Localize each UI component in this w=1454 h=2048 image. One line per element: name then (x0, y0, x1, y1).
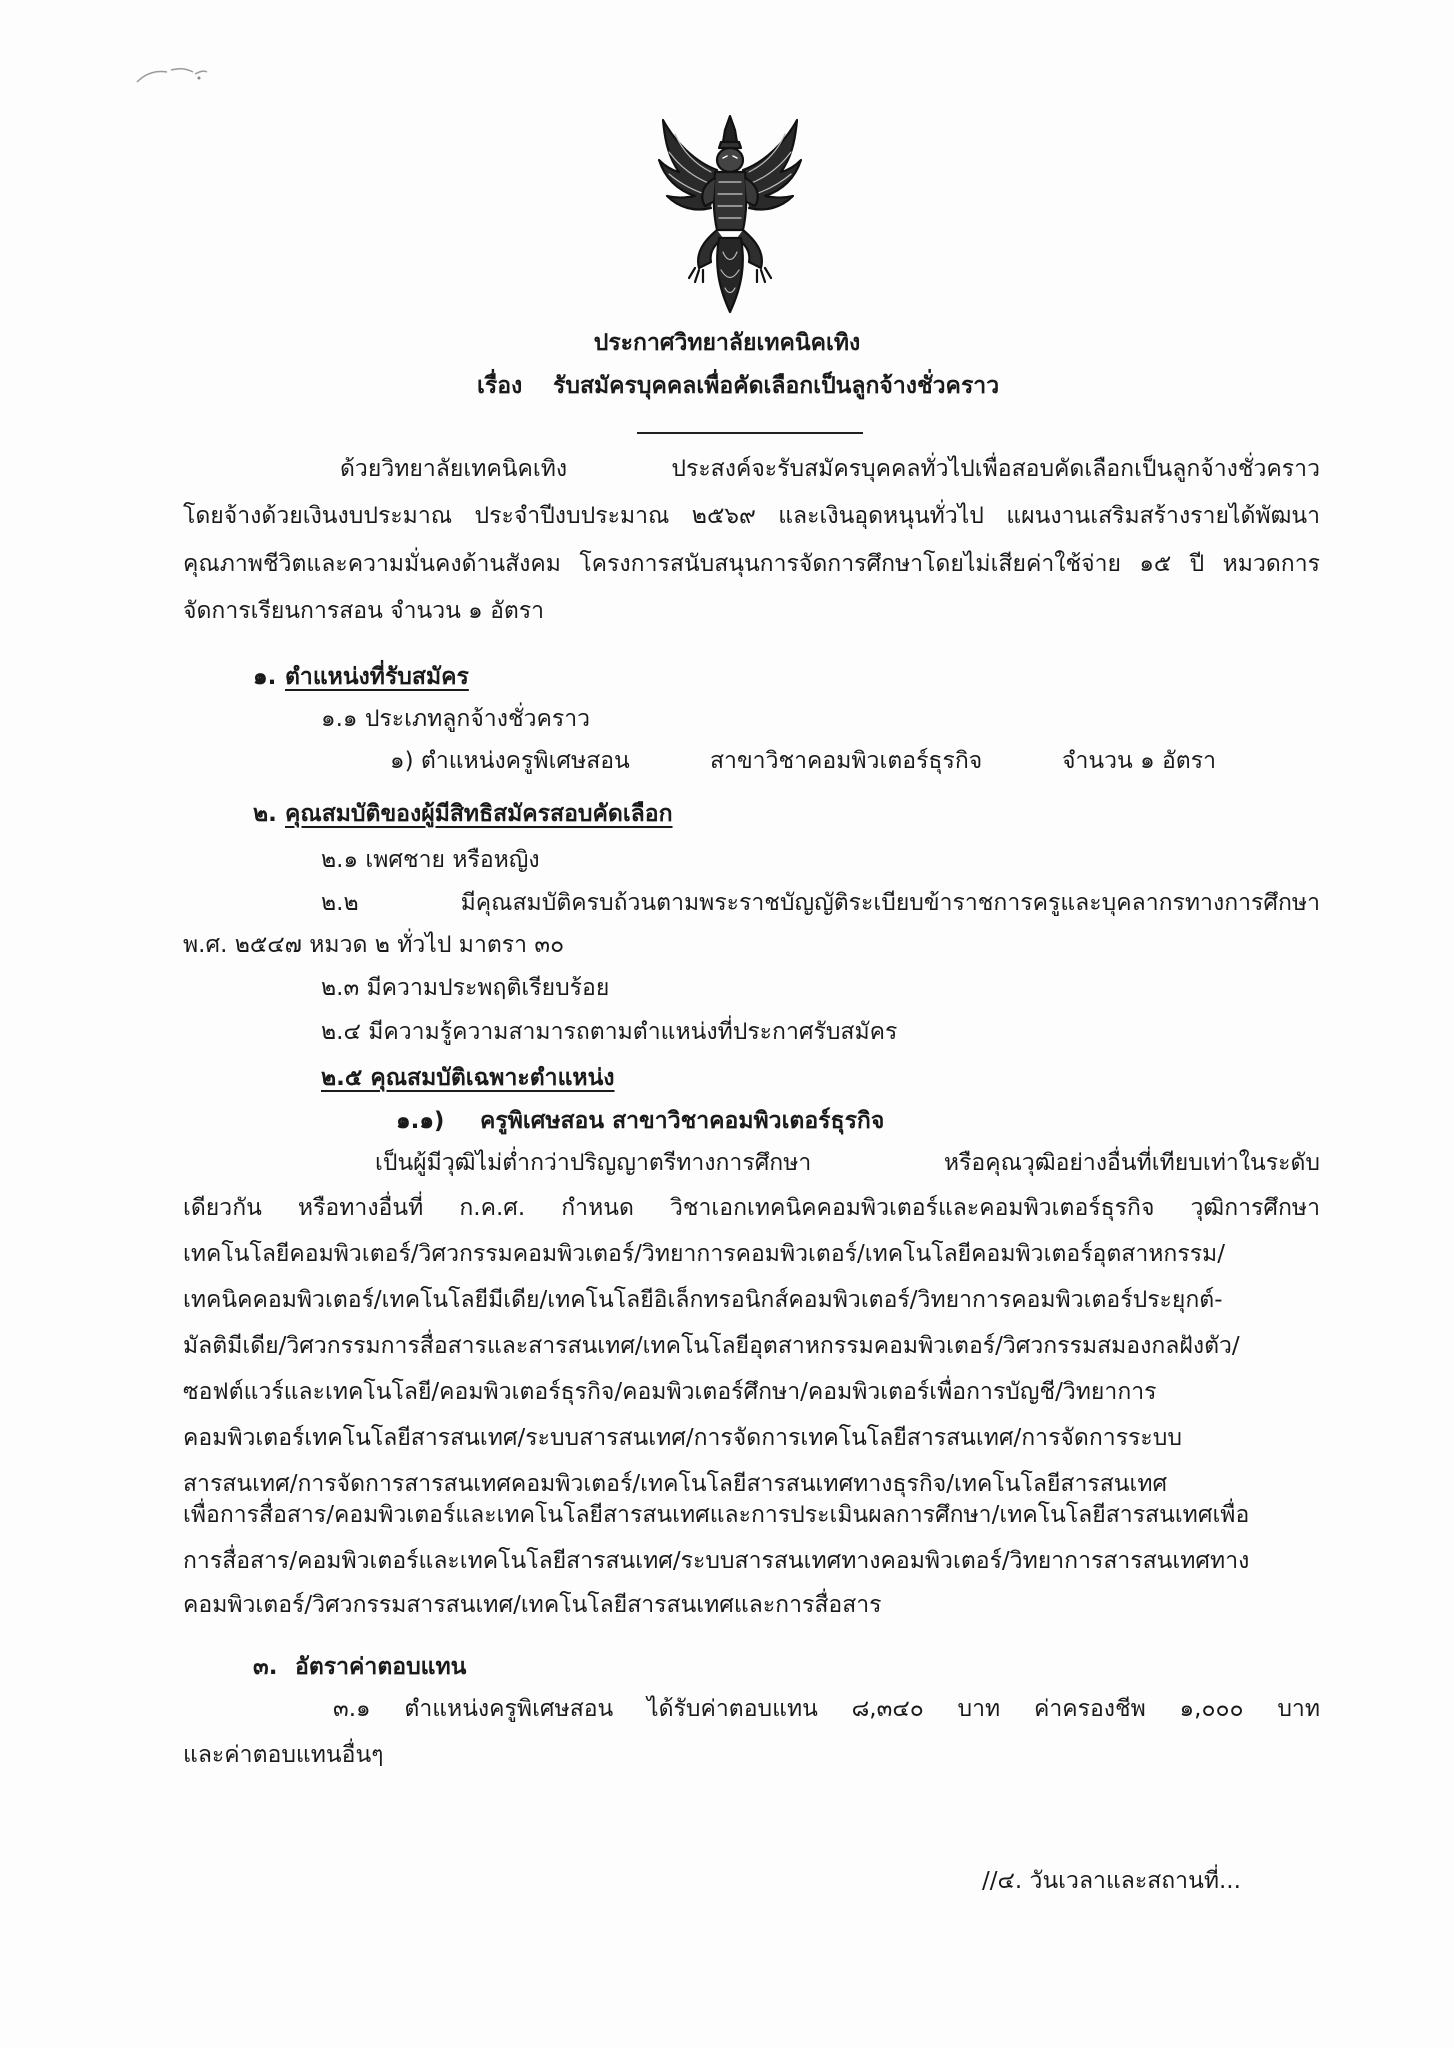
subject-text: รับสมัครบุคคลเพื่อคัดเลือกเป็นลูกจ้างชั่วคราว (553, 373, 1000, 399)
position-count: จำนวน ๑ อัตรา (1062, 748, 1216, 774)
qualification-text-line: คอมพิวเตอร์/วิศวกรรมสารสนเทศ/เทคโนโลยีสารสนเทศและการสื่อสาร (183, 1592, 882, 1618)
qualification-text-line: ซอฟต์แวร์และเทคโนโลยี/คอมพิวเตอร์ธุรกิจ/คอมพิวเตอร์ศึกษา/คอมพิวเตอร์เพื่อการบัญชี/วิทยาการ (183, 1379, 1157, 1405)
section2-heading: คุณสมบัติของผู้มีสิทธิสมัครสอบคัดเลือก (285, 801, 673, 827)
position-qualification-number: ๑.๑) (396, 1108, 445, 1134)
qualification-text-line: เป็นผู้มีวุฒิไม่ต่ำกว่าปริญญาตรีทางการศึกษา หรือคุณวุฒิอย่างอื่นที่เทียบเท่าในระดับ (375, 1150, 1320, 1176)
intro-line-3: คุณภาพชีวิตและความมั่นคงด้านสังคม โครงการสนับสนุนการจัดการศึกษาโดยไม่เสียค่าใช้จ่าย ๑๕ ปี หมวดการ (183, 551, 1320, 577)
intro-line-4: จัดการเรียนการสอน จำนวน ๑ อัตรา (183, 598, 545, 624)
qualification-text-line: คอมพิวเตอร์เทคโนโลยีสารสนเทศ/ระบบสารสนเทศ/การจัดการเทคโนโลยีสารสนเทศ/การจัดการระบบ (183, 1425, 1182, 1451)
section1-number: ๑. (253, 664, 277, 690)
compensation-line-2: และค่าตอบแทนอื่นๆ (183, 1742, 384, 1768)
scan-smudge-icon (135, 60, 215, 90)
position-branch: สาขาวิชาคอมพิวเตอร์ธุรกิจ (710, 748, 983, 774)
section3-heading: อัตราค่าตอบแทน (295, 1654, 467, 1680)
qualification-item: ๒.๑ เพศชาย หรือหญิง (321, 847, 540, 873)
section1-subheading: ๑.๑ ประเภทลูกจ้างชั่วคราว (321, 706, 591, 732)
qualification-text-line: เทคนิคคอมพิวเตอร์/เทคโนโลยีมีเดีย/เทคโนโลยีอิเล็กทรอนิกส์คอมพิวเตอร์/วิทยาการคอมพิวเตอร์ประยุกต์- (183, 1287, 1223, 1313)
qualification-text-line: เดียวกัน หรือทางอื่นที่ ก.ค.ศ. กำหนด วิชาเอกเทคนิคคอมพิวเตอร์และคอมพิวเตอร์ธุรกิจ วุฒิการศึกษา (183, 1195, 1320, 1221)
qualification-item: ๒.๓ มีความประพฤติเรียบร้อย (321, 975, 610, 1001)
section3-number: ๓. (253, 1654, 278, 1680)
qualification-text-line: มัลติมีเดีย/วิศวกรรมการสื่อสารและสารสนเทศ/เทคโนโลยีอุตสาหกรรมคอมพิวเตอร์/วิศวกรรมสมองกลฝังตัว/ (183, 1333, 1240, 1359)
qualification-item: ๒.๔ มีความรู้ความสามารถตามตำแหน่งที่ประกาศรับสมัคร (321, 1019, 898, 1045)
title-divider (637, 432, 863, 434)
announcement-title: ประกาศวิทยาลัยเทคนิคเทิง (593, 330, 861, 356)
position-qualification-title: ครูพิเศษสอน สาขาวิชาคอมพิวเตอร์ธุรกิจ (480, 1108, 885, 1134)
qualification-item-continued: พ.ศ. ๒๕๔๗ หมวด ๒ ทั่วไป มาตรา ๓๐ (183, 932, 565, 958)
continuation-note: //๔. วันเวลาและสถานที่... (982, 1868, 1241, 1894)
qualification-text-line: เทคโนโลยีคอมพิวเตอร์/วิศวกรรมคอมพิวเตอร์/วิทยาการคอมพิวเตอร์/เทคโนโลยีคอมพิวเตอร์อุตสาหกรรม/ (183, 1241, 1225, 1267)
intro-line-2: โดยจ้างด้วยเงินงบประมาณ ประจำปีงบประมาณ ๒๕๖๙ และเงินอุดหนุนทั่วไป แผนงานเสริมสร้างรายได้พัฒนา (183, 503, 1320, 529)
intro-line-1: ด้วยวิทยาลัยเทคนิคเทิง ประสงค์จะรับสมัครบุคคลทั่วไปเพื่อสอบคัดเลือกเป็นลูกจ้างชั่วคราว (340, 456, 1320, 482)
qualification-text-line: สารสนเทศ/การจัดการสารสนเทศคอมพิวเตอร์/เทคโนโลยีสารสนเทศทางธุรกิจ/เทคโนโลยีสารสนเทศ (183, 1471, 1168, 1497)
qualification-text-line: เพื่อการสื่อสาร/คอมพิวเตอร์และเทคโนโลยีสารสนเทศและการประเมินผลการศึกษา/เทคโนโลยีสารสนเทศเพื่อ (183, 1502, 1250, 1528)
qualification-text-line: การสื่อสาร/คอมพิวเตอร์และเทคโนโลยีสารสนเทศ/ระบบสารสนเทศทางคอมพิวเตอร์/วิทยาการสารสนเทศทาง (183, 1548, 1250, 1574)
section1-heading: ตำแหน่งที่รับสมัคร (285, 664, 469, 690)
position-title: ๑) ตำแหน่งครูพิเศษสอน (390, 748, 630, 774)
subject-label: เรื่อง (477, 373, 523, 399)
section2-number: ๒. (253, 801, 277, 827)
garuda-emblem-icon (655, 112, 805, 317)
compensation-line-1: ๓.๑ ตำแหน่งครูพิเศษสอน ได้รับค่าตอบแทน ๘,๓๔๐ บาท ค่าครองชีพ ๑,๐๐๐ บาท (333, 1696, 1320, 1722)
section2-5-heading: ๒.๕ คุณสมบัติเฉพาะตำแหน่ง (321, 1065, 615, 1091)
qualification-item: ๒.๒ มีคุณสมบัติครบถ้วนตามพระราชบัญญัติระเบียบข้าราชการครูและบุคลากรทางการศึกษา (321, 890, 1320, 916)
